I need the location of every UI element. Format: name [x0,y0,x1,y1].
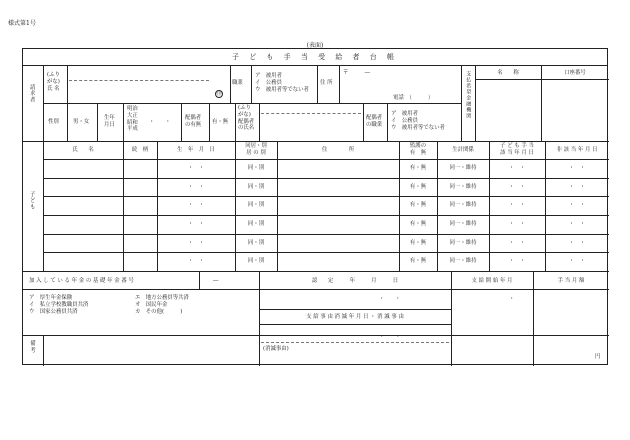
form-table [22,48,608,365]
spouse-name-label: (ふり がな) 配偶者 の氏名 [238,105,255,132]
child-row-4-cohabit: 同・別 [247,240,265,246]
cert-end-dots: ・ ・ [379,334,401,340]
cert-start-label: 支 給 開 始 年 月 [471,278,513,284]
side-label: (表面) [306,42,324,49]
spouse-job-options: ア 被用者 イ 公務員 ウ 被用者等でない者 [391,111,445,131]
child-row-4-custody: 有・無 [409,240,427,246]
child-row-4-applicable: ・ ・ [508,240,526,246]
address-label: 住 所 [320,80,333,86]
bank-account-header: 口座番号 [564,70,586,76]
child-row-0-birth: ・ ・ [187,165,205,171]
occupation-options: ア 被用者 イ 公務員 ウ 被用者等でない者 [255,73,309,93]
child-row-3-cohabit: 同・別 [247,221,265,227]
child-address-header: 住 所 [321,147,355,153]
pension-options-left: ア 厚生年金保険 イ 私立学校教職員共済 ウ 国家公務員共済 [29,295,89,315]
child-birth-header: 生 年 月 日 [177,147,215,153]
child-row-0-nonapplicable: ・ ・ [568,165,586,171]
child-nonapplicable-header: 非 該 当 年 月 日 [556,147,598,153]
form-title: 子 ど も 手 当 受 給 者 台 帳 [23,49,607,66]
child-cohabit-header: 同居・別 居 の 別 [245,143,267,156]
spouse-job-label: 配偶者 の職業 [366,115,383,128]
cert-start-dot: ・ [509,296,515,302]
phone-label: 電話 （ ） [393,95,434,101]
child-row-0-cohabit: 同・別 [247,165,265,171]
child-row-1-custody: 有・無 [409,184,427,190]
child-row-5-applicable: ・ ・ [508,258,526,264]
claimant-birth-dots: ・ ・ [149,119,171,125]
seal-mark: ㊞ [216,91,222,97]
postal-mark: 〒 ― [343,70,370,76]
furigana-name-label: (ふり がな) 氏 名 [47,72,60,92]
occupation-label: 職業 [232,80,243,86]
pension-number-dash: ― [213,278,219,284]
child-row-5-birth: ・ ・ [187,258,205,264]
spouse-label: 配偶者 の有無 [185,115,202,128]
bank-label: 支払希望金融機関 [465,71,472,119]
child-row-0-custody: 有・無 [409,165,427,171]
child-row-4-birth: ・ ・ [187,240,205,246]
era-options: 明治 大正 昭和 平成 [127,106,138,133]
child-row-1-nonapplicable: ・ ・ [568,184,586,190]
child-row-3-birth: ・ ・ [187,221,205,227]
child-row-2-applicable: ・ ・ [508,202,526,208]
child-row-5-support: 同一・維持 [449,258,477,264]
remarks-label: 備 考 [30,341,36,354]
children-label: 子ども [28,191,35,211]
spouse-value: 有・無 [212,119,229,125]
child-row-0-applicable: ・ ・ [508,165,526,171]
child-custody-header: 監護の 有 無 [409,143,427,156]
child-row-1-applicable: ・ ・ [508,184,526,190]
amount-yen: 円 [595,354,601,360]
gender-value: 男・女 [73,119,90,125]
child-row-5-nonapplicable: ・ ・ [568,258,586,264]
child-row-5-cohabit: 同・別 [247,258,265,264]
child-row-5-custody: 有・無 [409,258,427,264]
child-row-4-nonapplicable: ・ ・ [568,240,586,246]
child-row-1-support: 同一・維持 [449,184,477,190]
pension-number-label: 加 入 し て い る 年 金 の 基 礎 年 金 番 号 [29,278,134,284]
child-name-header: 氏 名 [72,147,94,153]
child-row-3-applicable: ・ ・ [508,221,526,227]
child-row-1-birth: ・ ・ [187,184,205,190]
child-row-4-support: 同一・維持 [449,240,477,246]
cert-end-label: 支 給 事 由 消 滅 年 月 日 ・ 消 滅 事 由 [306,314,404,320]
cert-amount-label: 手 当 月 額 [557,278,585,284]
child-applicable-header: 子 ど も 手 当 該 当 年 月 日 [500,143,534,156]
birth-label: 生年 月日 [104,115,115,128]
bank-name-header: 名 称 [497,70,519,76]
child-row-3-custody: 有・無 [409,221,427,227]
cert-end-reason: (消滅事由) [263,346,289,352]
form-number: 様式第1号 [8,20,36,27]
cert-date-dots: ・ ・ [379,296,401,302]
child-support-header: 生計関係 [452,147,474,153]
child-row-1-cohabit: 同・別 [247,184,265,190]
pension-options-right: エ 地方公務員等共済 オ 国民年金 カ その他( ) [135,295,189,315]
child-row-2-support: 同一・維持 [449,202,477,208]
child-row-2-nonapplicable: ・ ・ [568,202,586,208]
child-row-0-support: 同一・維持 [449,165,477,171]
child-row-2-birth: ・ ・ [187,202,205,208]
child-row-3-nonapplicable: ・ ・ [568,221,586,227]
child-row-2-custody: 有・無 [409,202,427,208]
gender-label: 性別 [48,119,59,125]
child-relation-header: 続 柄 [131,147,149,153]
child-row-3-support: 同一・維持 [449,221,477,227]
child-row-2-cohabit: 同・別 [247,202,265,208]
claimant-label: 請求者 [28,84,35,104]
cert-date-label: 認 定 年 月 日 [311,278,399,284]
